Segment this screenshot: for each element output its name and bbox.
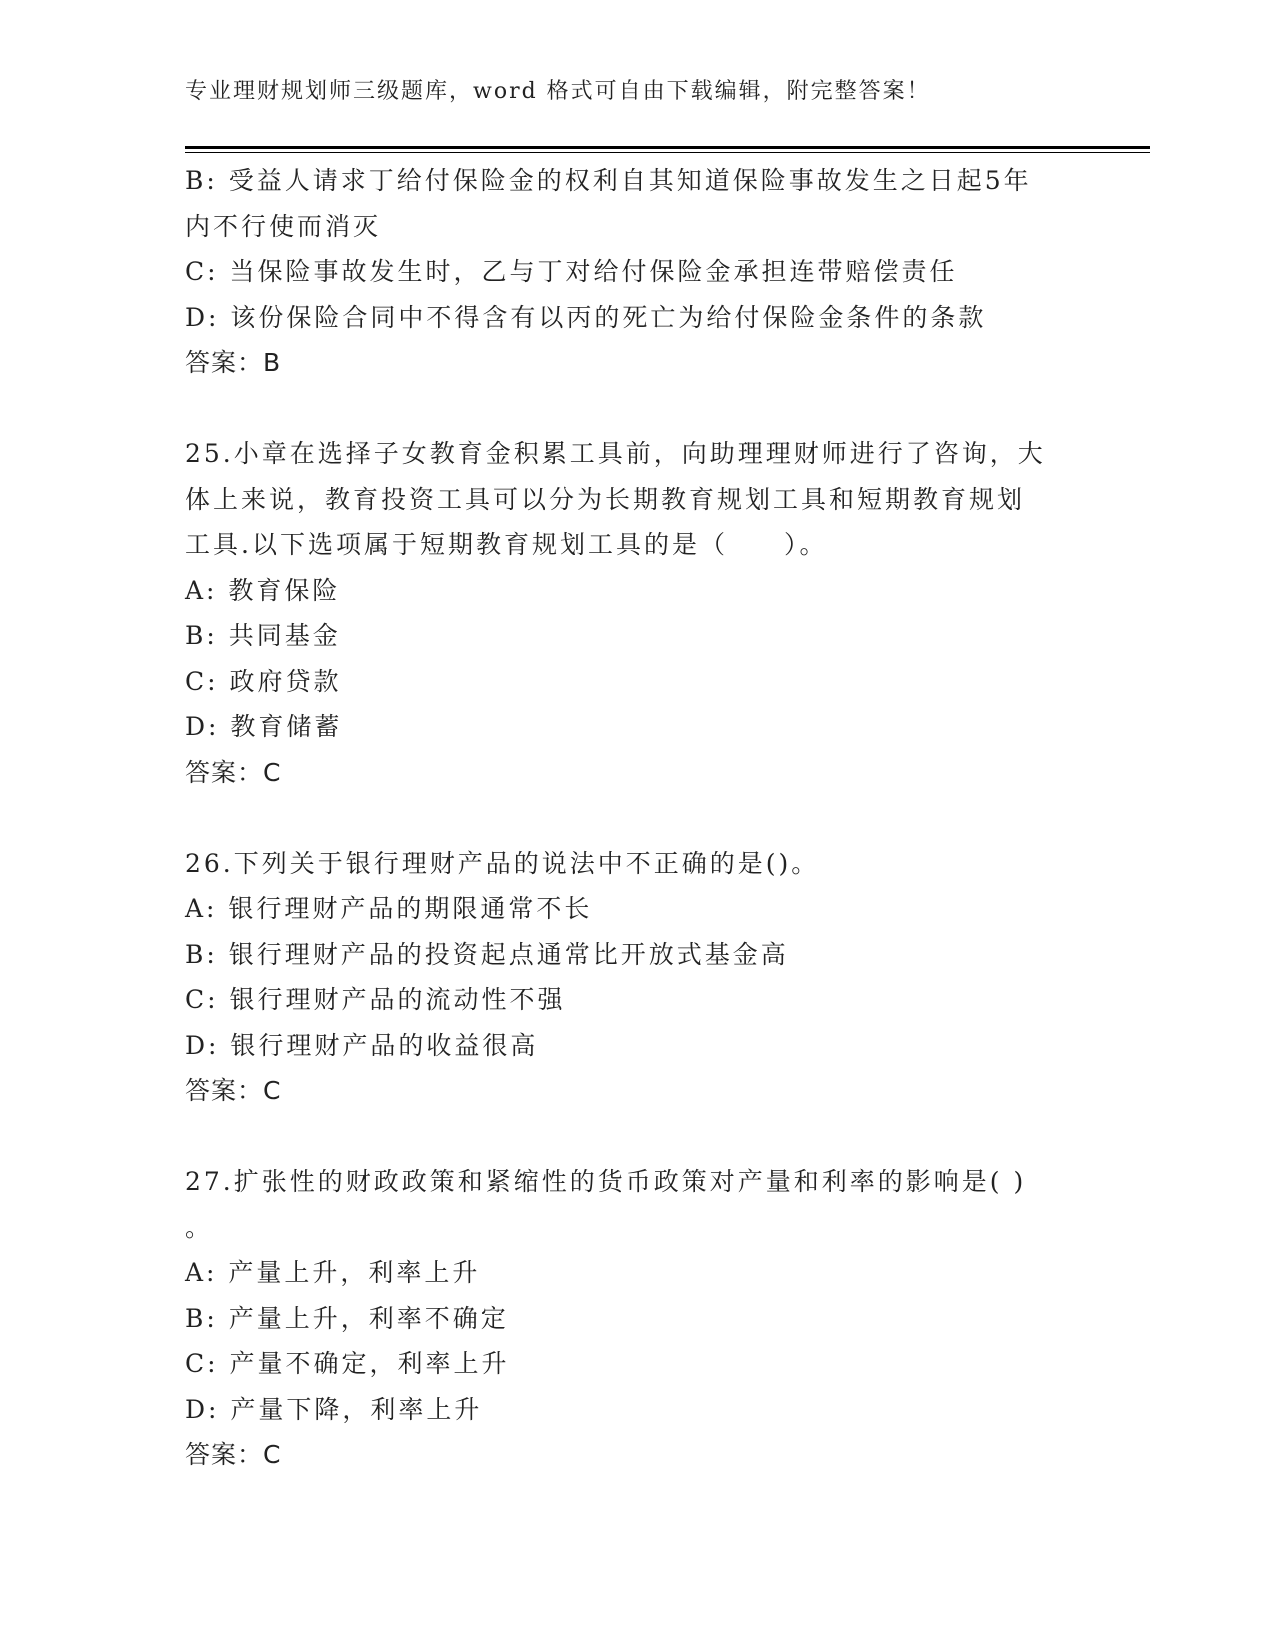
question-25	[185, 431, 1085, 795]
question-stem-line: 25.小章在选择子女教育金积累工具前，向助理理财师进行了咨询，大	[185, 439, 1046, 468]
question-27	[185, 1159, 1085, 1478]
option-b: B: 共同基金	[185, 621, 341, 650]
option-b: B: 产量上升，利率不确定	[185, 1303, 509, 1333]
option-d: D: 教育储蓄	[185, 712, 343, 741]
option-d: D: 银行理财产品的收益很高	[185, 1030, 539, 1060]
option-d: D: 产量下降，利率上升	[185, 1394, 483, 1424]
question-stem-line: 工具.以下选项属于短期教育规划工具的是（ ）。	[185, 530, 828, 559]
spacer	[185, 1114, 1085, 1160]
option-line: B: 受益人请求丁给付保险金的权利自其知道保险事故发生之日起5年	[185, 166, 1032, 195]
option-c: C: 产量不确定，利率上升	[185, 1349, 510, 1378]
spacer	[185, 795, 1085, 841]
option-a: A: 银行理财产品的期限通常不长	[185, 894, 593, 923]
previous-question-continuation	[185, 158, 1085, 386]
option-a: A: 教育保险	[185, 575, 341, 605]
header-rule-thin	[185, 152, 1150, 153]
spacer	[185, 386, 1085, 432]
question-stem-line: 体上来说，教育投资工具可以分为长期教育规划工具和短期教育规划	[185, 484, 1026, 514]
header-rule-thick	[185, 146, 1150, 149]
option-line: C: 当保险事故发生时，乙与丁对给付保险金承担连带赔偿责任	[185, 257, 958, 286]
option-c: C: 政府贷款	[185, 666, 342, 696]
option-line: D: 该份保险合同中不得含有以丙的死亡为给付保险金条件的条款	[185, 302, 987, 332]
option-b: B: 银行理财产品的投资起点通常比开放式基金高	[185, 939, 789, 969]
answer-line: 答案：C	[185, 757, 282, 787]
question-stem-line: 。	[185, 1212, 214, 1242]
answer-line: 答案：B	[185, 348, 282, 377]
option-a: A: 产量上升，利率上升	[185, 1258, 481, 1287]
page-header: 专业理财规划师三级题库，word 格式可自由下载编辑，附完整答案！	[185, 79, 931, 104]
answer-line: 答案：C	[185, 1440, 282, 1469]
question-stem-line: 26.下列关于银行理财产品的说法中不正确的是()。	[185, 848, 820, 878]
question-26	[185, 841, 1085, 1114]
option-line: 内不行使而消灭	[185, 211, 382, 241]
option-c: C: 银行理财产品的流动性不强	[185, 985, 566, 1014]
document-body	[185, 158, 1085, 1478]
question-stem-line: 27.扩张性的财政政策和紧缩性的货币政策对产量和利率的影响是( )	[185, 1167, 1027, 1196]
answer-line: 答案：C	[185, 1076, 282, 1105]
